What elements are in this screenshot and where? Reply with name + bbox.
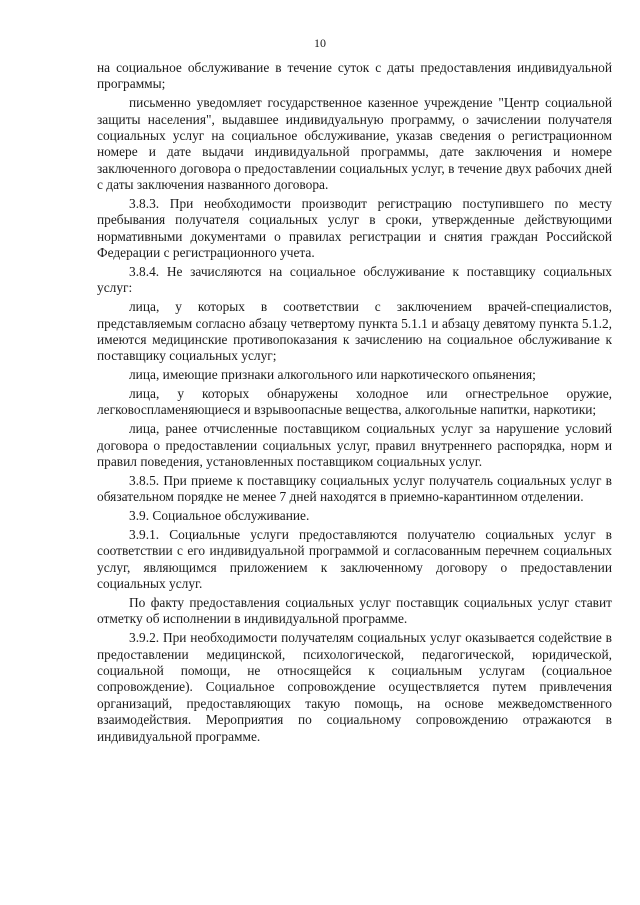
paragraph: лица, у которых обнаружены холодное или огнестрельное оружие, легковоспламеняющиеся и взрывоопасные вещества, алкогольные напитки, наркотики; bbox=[97, 386, 612, 418]
document-body bbox=[97, 60, 612, 747]
page-number: 10 bbox=[314, 36, 326, 50]
paragraph: на социальное обслуживание в течение суток с даты предоставления индивидуальной программы; bbox=[97, 60, 612, 92]
paragraph: 3.8.4. Не зачисляются на социальное обслуживание к поставщику социальных услуг: bbox=[97, 264, 612, 296]
paragraph: лица, ранее отчисленные поставщиком социальных услуг за нарушение условий договора о предоставлении социальных услуг, правил внутреннего распорядка, норм и правил поведения, установленных поставщиком социальных услуг. bbox=[97, 421, 612, 470]
paragraph: 3.9. Социальное обслуживание. bbox=[129, 508, 310, 524]
paragraph: 3.9.1. Социальные услуги предоставляются получателю социальных услуг в соответствии с его индивидуальной программой и согласованным перечнем социальных услуг, являющимся приложением к заключенному договору о предоставлении социальных услуг. bbox=[97, 526, 612, 592]
paragraph: лица, у которых в соответствии с заключением врачей-специалистов, представляемым согласно абзацу четвертому пункта 5.1.1 и абзацу девятому пункта 5.1.2, имеются медицинские противопоказания к зачислению на социальное обслуживание к поставщику социальных услуг; bbox=[97, 299, 612, 364]
paragraph: 3.8.5. При приеме к поставщику социальных услуг получатель социальных услуг в обязательном порядке не менее 7 дней находятся в приемно-карантинном отделении. bbox=[97, 472, 612, 505]
paragraph: 3.8.3. При необходимости производит регистрацию поступившего по месту пребывания получателя социальных услуг в сроки, утвержденные действующими нормативными документами о правилах регистрации и снятия граждан Российской Федерации с регистрационного учета. bbox=[97, 196, 612, 261]
paragraph: письменно уведомляет государственное казенное учреждение "Центр социальной защиты населения", выдавшее индивидуальную программу, о зачислении получателя социальных услуг на социальное обслуживание, указав сведения о регистрационном номере и дате выдачи индивидуальной программы, дате заключения и номере заключенного договора о предоставлении социальных услуг, в течение двух рабочих дней с даты заключения названного договора. bbox=[97, 95, 612, 193]
paragraph: По факту предоставления социальных услуг поставщик социальных услуг ставит отметку об исполнении в индивидуальной программе. bbox=[97, 594, 612, 627]
paragraph: лица, имеющие признаки алкогольного или наркотического опьянения; bbox=[129, 367, 536, 383]
paragraph: 3.9.2. При необходимости получателям социальных услуг оказывается содействие в предоставлении медицинской, психологической, педагогической, юридической, социальной помощи, не относящейся к социальным услугам (социальное сопровождение). Социальное сопровождение осуществляется путем привлечения организаций, предоставляющих такую помощь, на основе межведомственного взаимодействия. Мероприятия по социальному сопровождению отражаются в индивидуальной программе. bbox=[97, 630, 612, 744]
